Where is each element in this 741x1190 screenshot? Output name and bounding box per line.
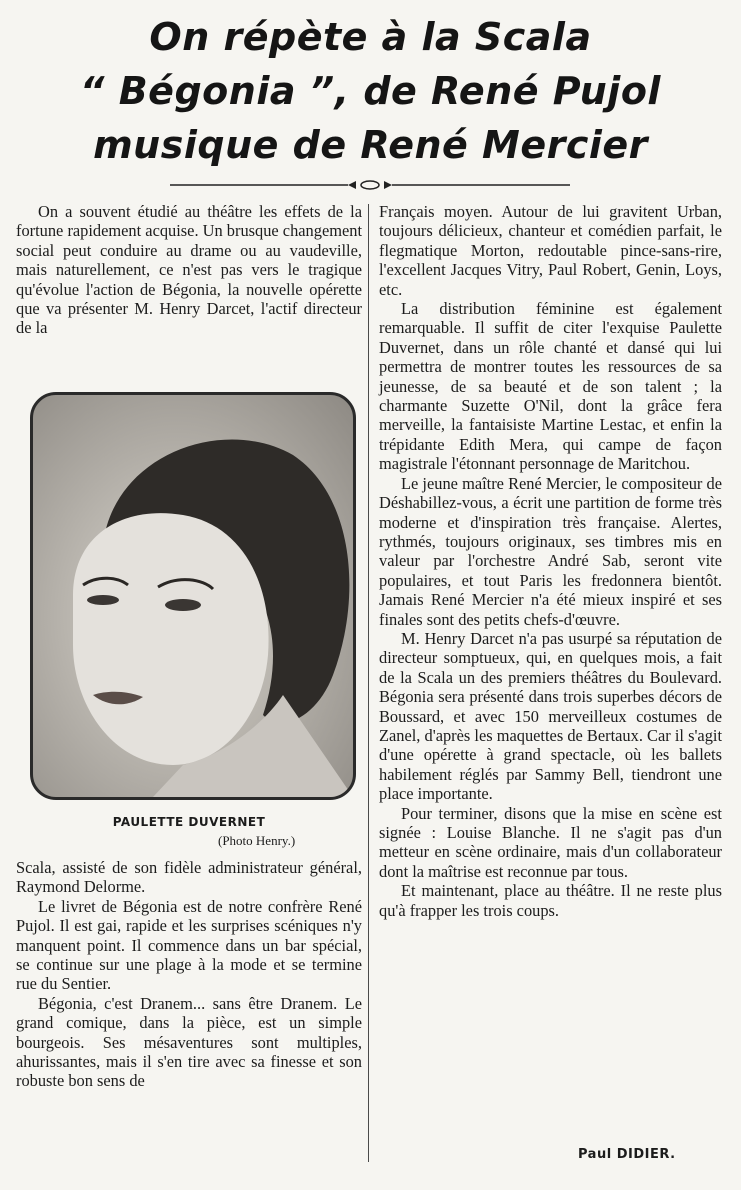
author-signature: Paul DIDIER. — [578, 1147, 676, 1162]
photo-credit: (Photo Henry.) — [218, 833, 296, 848]
headline-line-2: “ Bégonia ”, de René Pujol — [80, 69, 661, 113]
paragraph: M. Henry Darcet n'a pas usurpé sa réputation de directeur somptueux, qui, en quelques mois, a fait de la Scala un des premiers théâtres du Boulevard. Bégonia sera présenté dans trois superbes décors de Boussard, et avec 150 merveilleux costumes de Zanel, d'après les maquettes de Bertaux. Car il s'agit d'une opérette à grand spectacle, où les ballets habilement réglés par Sammy Bell, tiendront une place importante. — [379, 628, 722, 804]
photo-caption: PAULETTE DUVERNET — [112, 815, 266, 829]
portrait-photo — [30, 392, 356, 800]
article-headline — [0, 10, 741, 172]
column-divider — [368, 204, 369, 1162]
paragraph: Pour terminer, disons que la mise en scène est signée : Louise Blanche. Il ne s'agit pas d'un metteur en scène ordinaire, mais d'un collaborateur dont la maîtrise est reconnue par tous. — [379, 803, 722, 881]
paragraph: Bégonia, c'est Dranem... sans être Dranem. Le grand comique, dans la pièce, est un simple bourgeois. Ses mésaventures sont multiples, ahurissantes, mais il s'en tire avec sa finesse et son robuste bon sens de — [16, 993, 362, 1091]
title-ornament — [170, 178, 570, 192]
paragraph: Français moyen. Autour de lui gravitent Urban, toujours délicieux, chanteur et comédien parfait, le flegmatique Morton, redoutable pince-sans-rire, l'excellent Jacques Vitry, Paul Robert, Genin, Loys, etc. — [379, 202, 722, 299]
portrait-image — [33, 395, 353, 797]
paragraph: Le livret de Bégonia est de notre confrère René Pujol. Il est gai, rapide et les surprises scéniques n'y manquent point. Il commence dans un bar spécial, se continue sur une plage à la mode et se termine rue du Sentier. — [16, 896, 362, 994]
paragraph: La distribution féminine est également remarquable. Il suffit de citer l'exquise Paulette Duvernet, dans un rôle chanté et dansé qui lui permettra de montrer toutes les ressources de sa jeunesse, de sa beauté et de son talent ; la charmante Suzette O'Nil, dont la grâce fera merveille, la fantaisiste Martine Lestac, et enfin la trépidante Edith Mera, qui campe de façon magistrale l'étonnant personnage de Maritchou. — [379, 299, 722, 474]
headline-line-1: On répète à la Scala — [149, 15, 592, 59]
left-column-top — [16, 202, 362, 338]
headline-line-3: musique de René Mercier — [93, 123, 648, 167]
left-column-bottom — [16, 858, 362, 1091]
paragraph: Le jeune maître René Mercier, le compositeur de Déshabillez-vous, a écrit une partition de forme très moderne et d'inspiration très française. Alertes, rythmés, toujours originaux, ses timbres mis en valeur par l'orchestre André Sab, seront vite populaires, et tout Paris les fredonnera bientôt. Jamais René Mercier n'a été mieux inspiré et ses finales sont des petits chefs-d'œuvre. — [379, 473, 722, 629]
paragraph: On a souvent étudié au théâtre les effets de la fortune rapidement acquise. Un brusque changement social peut conduire au drame ou au vaudeville, mais naturellement, ce n'est pas vers le tragique qu'évolue l'action de Bégonia, la nouvelle opérette que va présenter M. Henry Darcet, l'actif directeur de la — [16, 202, 362, 338]
right-column — [379, 202, 722, 920]
paragraph: Scala, assisté de son fidèle administrateur général, Raymond Delorme. — [16, 858, 362, 897]
paragraph: Et maintenant, place au théâtre. Il ne reste plus qu'à frapper les trois coups. — [379, 881, 722, 920]
